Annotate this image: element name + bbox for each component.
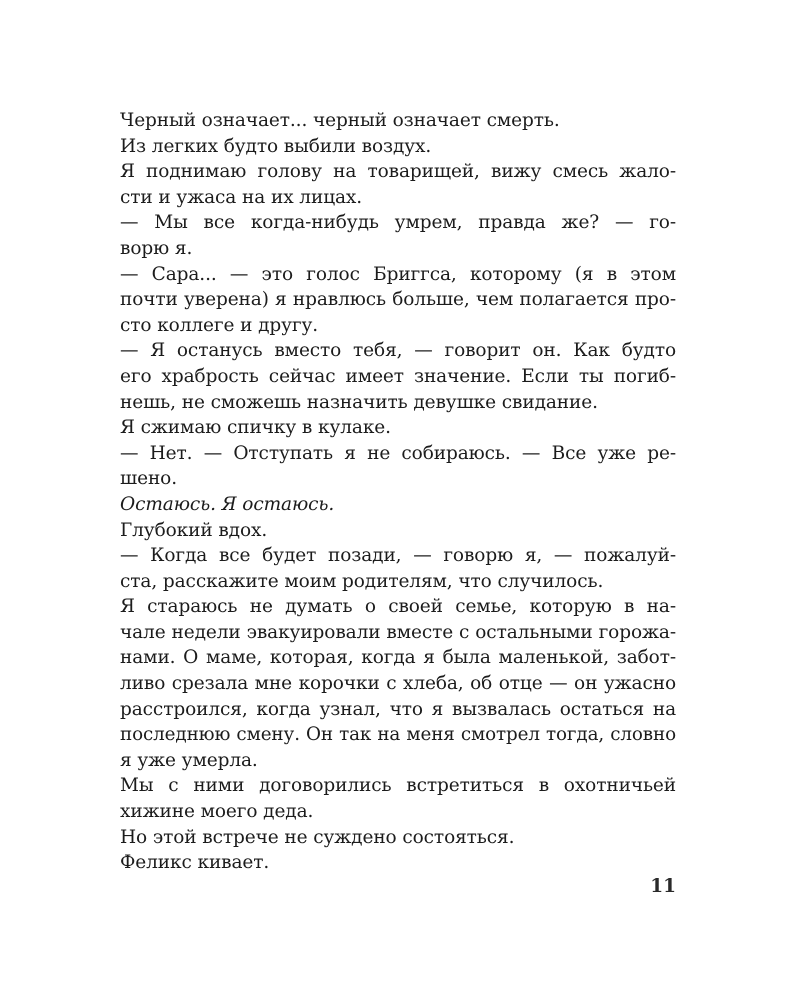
text-line: сто коллеге и другу. — [120, 314, 319, 336]
text-line: сти и ужаса на их лицах. — [120, 186, 363, 208]
text-line: Феликс кивает. — [120, 852, 270, 874]
body-text — [120, 108, 676, 876]
text-line: — Мы все когда-нибудь умрем, правда же? — го- — [120, 212, 676, 234]
text-line: Я сжимаю спичку в кулаке. — [120, 417, 391, 439]
text-line: Из легких будто выбили воздух. — [120, 135, 432, 157]
text-line: его храбрость сейчас имеет значение. Если ты погиб- — [120, 365, 676, 387]
text-line: — Нет. — Отступать я не собираюсь. — Все уже ре- — [120, 442, 676, 464]
text-line: шено. — [120, 468, 177, 490]
text-line: ливо срезала мне корочки с хлеба, об отце — он ужасно — [120, 673, 676, 695]
text-line: чале недели эвакуировали вместе с остальными горожа- — [120, 621, 676, 643]
text-line: хижине моего деда. — [120, 801, 314, 823]
text-line: ворю я. — [120, 237, 193, 259]
text-line: последнюю смену. Он так на меня смотрел тогда, словно — [120, 724, 676, 746]
text-line: — Сара... — это голос Бриггса, которому (я в этом — [120, 263, 676, 285]
text-line: — Я останусь вместо тебя, — говорит он. Как будто — [120, 340, 676, 362]
text-line: Я стараюсь не думать о своей семье, которую в на- — [120, 596, 676, 618]
text-line: — Когда все будет позади, — говорю я, — пожалуй- — [120, 545, 676, 567]
text-line: Мы с ними договорились встретиться в охотничьей — [120, 775, 676, 797]
text-line: Остаюсь. Я остаюсь. — [120, 493, 335, 515]
text-line: нешь, не сможешь назначить девушке свидание. — [120, 391, 598, 413]
text-line: почти уверена) я нравлюсь больше, чем полагается про- — [120, 289, 676, 311]
text-line: Но этой встрече не суждено состояться. — [120, 826, 515, 848]
text-line: расстроился, когда узнал, что я вызвалась остаться на — [120, 698, 676, 720]
text-line: ста, расскажите моим родителям, что случилось. — [120, 570, 604, 592]
text-line: я уже умерла. — [120, 749, 258, 771]
text-line: Я поднимаю голову на товарищей, вижу смесь жало- — [120, 161, 676, 183]
text-line: нами. О маме, которая, когда я была маленькой, забот- — [120, 647, 676, 669]
text-line: Черный означает... черный означает смерть. — [120, 110, 560, 131]
text-line: Глубокий вдох. — [120, 519, 268, 541]
page-number: 11 — [650, 876, 676, 897]
